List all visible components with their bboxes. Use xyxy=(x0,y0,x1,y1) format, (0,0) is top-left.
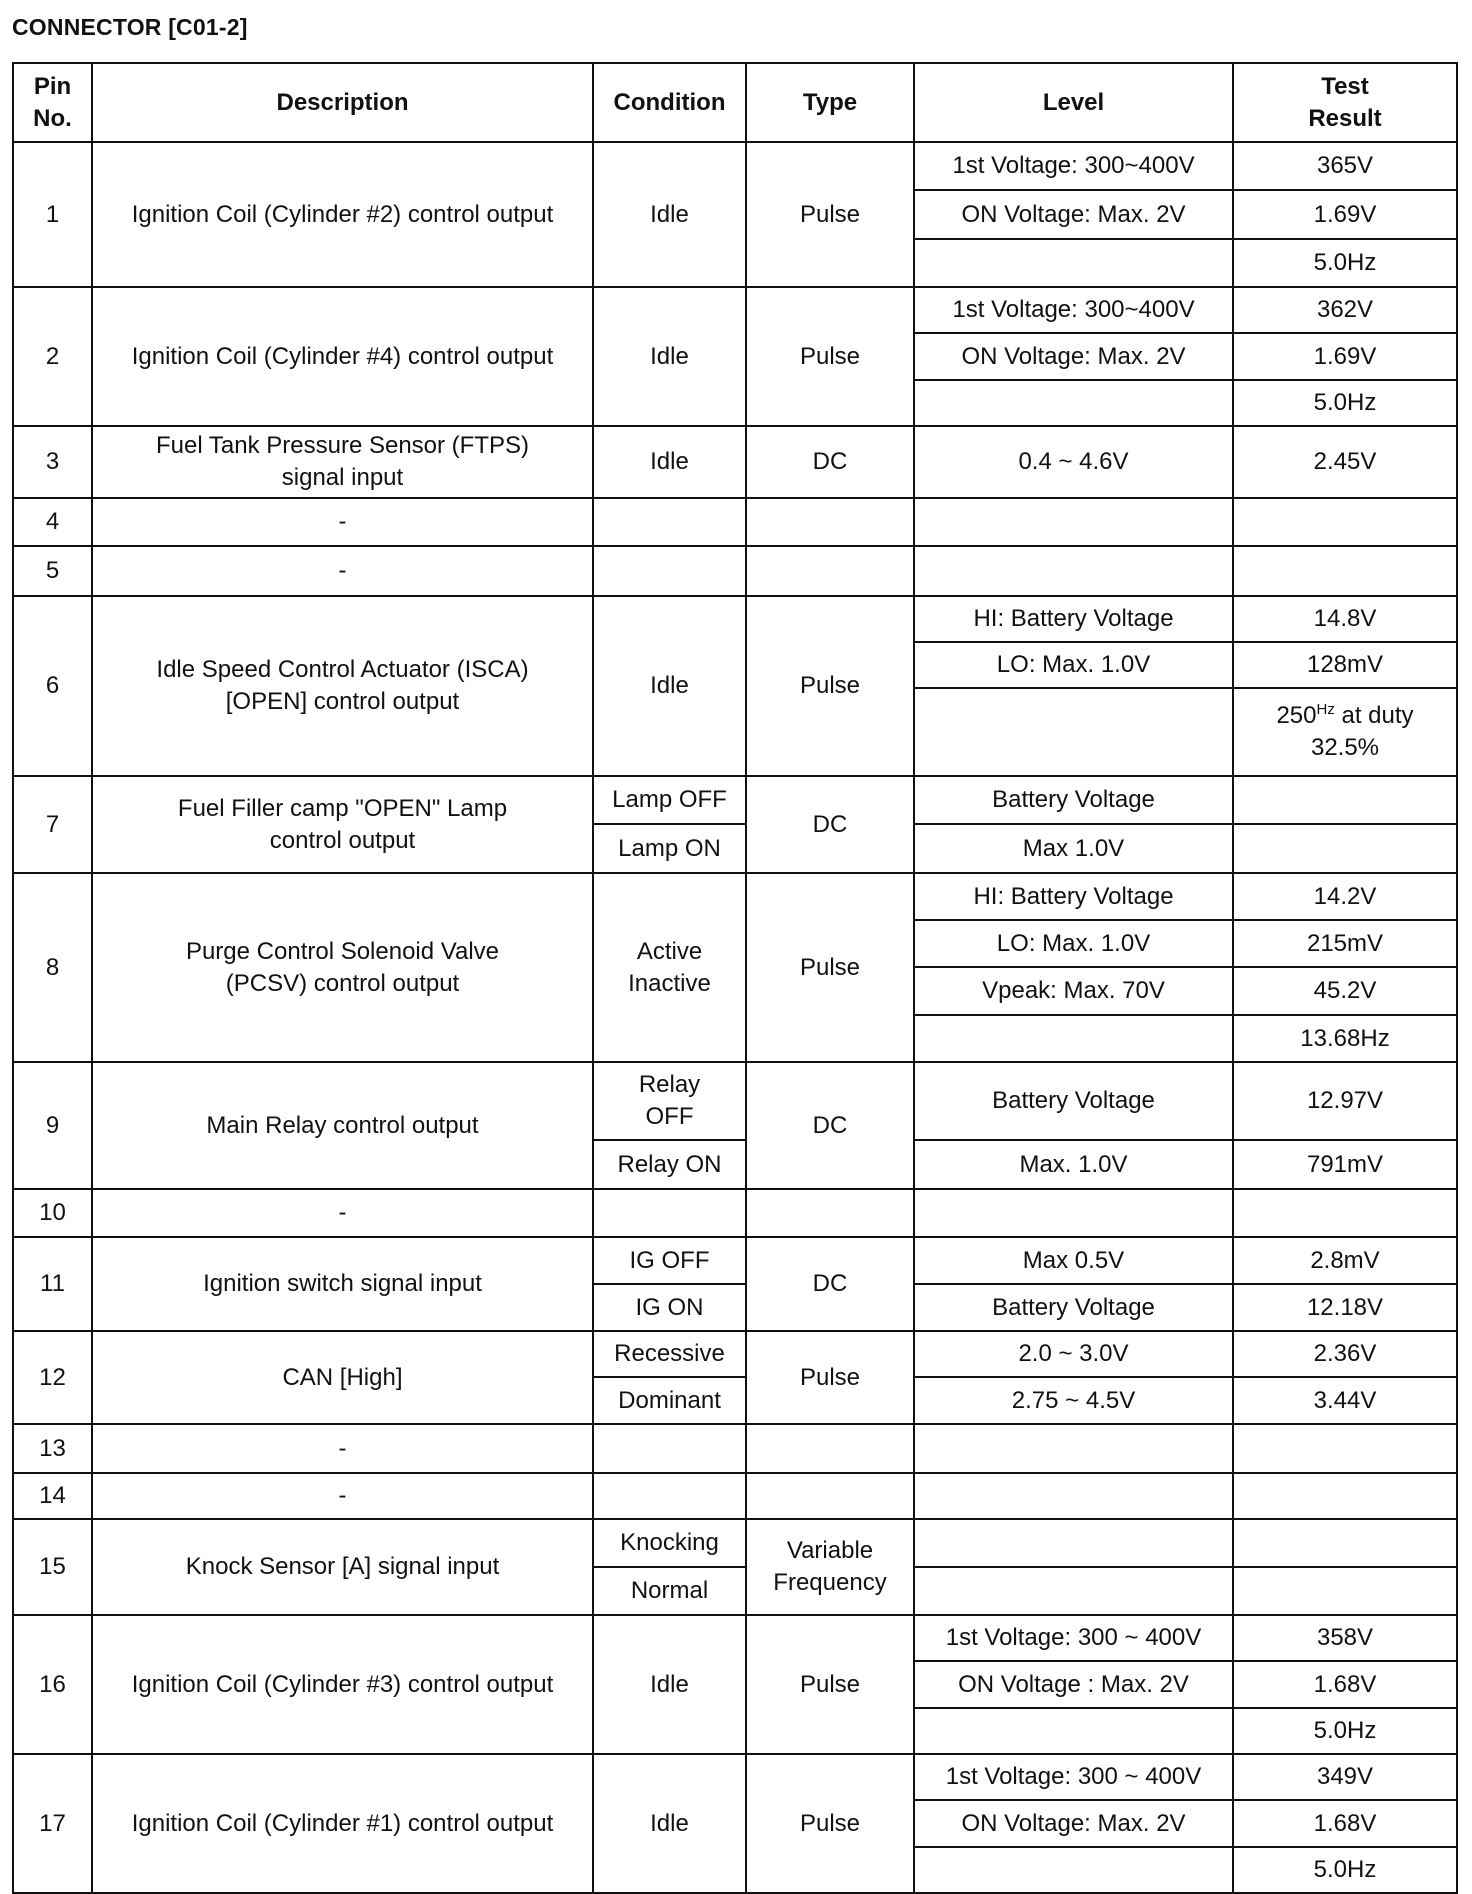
pin-number: 15 xyxy=(13,1519,92,1615)
pin-result: 1.69V xyxy=(1233,333,1457,380)
table-row xyxy=(13,1189,1457,1237)
pin-description: - xyxy=(92,1424,593,1473)
pin-type: Pulse xyxy=(746,1615,914,1754)
pin-condition: Lamp OFF xyxy=(593,776,746,824)
pin-description: - xyxy=(92,1189,593,1237)
pin-number: 6 xyxy=(13,596,92,776)
pin-number: 10 xyxy=(13,1189,92,1237)
pin-condition: Idle xyxy=(593,142,746,287)
pin-type: Pulse xyxy=(746,873,914,1062)
pin-condition: Dominant xyxy=(593,1377,746,1424)
pin-level xyxy=(914,1567,1233,1615)
pin-result: 5.0Hz xyxy=(1233,380,1457,426)
pin-number: 7 xyxy=(13,776,92,873)
pin-description: Ignition switch signal input xyxy=(92,1237,593,1331)
pin-level xyxy=(914,1519,1233,1567)
pin-result: 2.45V xyxy=(1233,426,1457,498)
table-row xyxy=(13,1424,1457,1473)
pin-number: 5 xyxy=(13,546,92,596)
table-row xyxy=(13,287,1457,333)
pin-number: 17 xyxy=(13,1754,92,1893)
pin-number: 4 xyxy=(13,498,92,546)
pin-level: ON Voltage: Max. 2V xyxy=(914,190,1233,239)
pin-result xyxy=(1233,1473,1457,1519)
pin-result: 2.36V xyxy=(1233,1331,1457,1377)
pin-condition: Relay ON xyxy=(593,1140,746,1189)
pin-type xyxy=(746,1424,914,1473)
pin-description: Ignition Coil (Cylinder #4) control output xyxy=(92,287,593,426)
pin-result: 14.8V xyxy=(1233,596,1457,642)
header-test-result: Test Result xyxy=(1233,63,1457,142)
pin-level: ON Voltage: Max. 2V xyxy=(914,333,1233,380)
pin-level xyxy=(914,1847,1233,1893)
pin-level: Battery Voltage xyxy=(914,1284,1233,1331)
pin-level xyxy=(914,688,1233,776)
pin-level: Max. 1.0V xyxy=(914,1140,1233,1189)
table-row xyxy=(13,596,1457,642)
pin-condition: IG ON xyxy=(593,1284,746,1331)
pin-result xyxy=(1233,776,1457,824)
pin-description: Main Relay control output xyxy=(92,1062,593,1189)
table-row xyxy=(13,546,1457,596)
pin-description: Fuel Tank Pressure Sensor (FTPS) signal input xyxy=(92,426,593,498)
pin-condition: Knocking xyxy=(593,1519,746,1567)
table-row xyxy=(13,1754,1457,1800)
pin-type: Pulse xyxy=(746,1331,914,1424)
pin-condition: Idle xyxy=(593,426,746,498)
pin-description: - xyxy=(92,546,593,596)
table-row xyxy=(13,1331,1457,1377)
table-row xyxy=(13,1615,1457,1661)
table-row xyxy=(13,1237,1457,1284)
pin-result: 5.0Hz xyxy=(1233,1708,1457,1754)
pin-condition xyxy=(593,498,746,546)
table-row xyxy=(13,426,1457,498)
table-header-row xyxy=(13,63,1457,142)
pin-result: 215mV xyxy=(1233,920,1457,967)
table-row xyxy=(13,1473,1457,1519)
pin-result: 358V xyxy=(1233,1615,1457,1661)
pin-type xyxy=(746,546,914,596)
pin-description: Ignition Coil (Cylinder #1) control output xyxy=(92,1754,593,1893)
header-type: Type xyxy=(746,63,914,142)
header-description: Description xyxy=(92,63,593,142)
pin-level: Battery Voltage xyxy=(914,1062,1233,1140)
pin-condition: Normal xyxy=(593,1567,746,1615)
pin-result xyxy=(1233,1519,1457,1567)
pin-type: Variable Frequency xyxy=(746,1519,914,1615)
pin-result: 365V xyxy=(1233,142,1457,190)
pin-number: 13 xyxy=(13,1424,92,1473)
pin-result: 2.8mV xyxy=(1233,1237,1457,1284)
pin-result: 13.68Hz xyxy=(1233,1015,1457,1062)
pin-level xyxy=(914,380,1233,426)
pin-result: 1.69V xyxy=(1233,190,1457,239)
pin-description: Fuel Filler camp "OPEN" Lamp control output xyxy=(92,776,593,873)
pin-result: 5.0Hz xyxy=(1233,239,1457,287)
pin-number: 14 xyxy=(13,1473,92,1519)
header-level: Level xyxy=(914,63,1233,142)
pin-description: - xyxy=(92,498,593,546)
pin-number: 9 xyxy=(13,1062,92,1189)
pin-condition xyxy=(593,1473,746,1519)
pin-condition: Idle xyxy=(593,1615,746,1754)
pin-level: ON Voltage: Max. 2V xyxy=(914,1800,1233,1847)
pin-level: 0.4 ~ 4.6V xyxy=(914,426,1233,498)
connector-title: CONNECTOR [C01-2] xyxy=(12,14,248,40)
pin-type xyxy=(746,1189,914,1237)
pin-result xyxy=(1233,498,1457,546)
pin-result: 12.18V xyxy=(1233,1284,1457,1331)
pin-level xyxy=(914,546,1233,596)
pin-condition: Active Inactive xyxy=(593,873,746,1062)
pin-type: Pulse xyxy=(746,287,914,426)
pin-result: 5.0Hz xyxy=(1233,1847,1457,1893)
pin-number: 11 xyxy=(13,1237,92,1331)
pin-level xyxy=(914,1189,1233,1237)
pin-result xyxy=(1233,1424,1457,1473)
pin-number: 1 xyxy=(13,142,92,287)
pin-number: 16 xyxy=(13,1615,92,1754)
pin-level: 1st Voltage: 300 ~ 400V xyxy=(914,1754,1233,1800)
pin-level xyxy=(914,1424,1233,1473)
pin-level: Vpeak: Max. 70V xyxy=(914,967,1233,1015)
pin-level: HI: Battery Voltage xyxy=(914,873,1233,920)
pin-description: Idle Speed Control Actuator (ISCA) [OPEN] control output xyxy=(92,596,593,776)
pin-condition: IG OFF xyxy=(593,1237,746,1284)
pin-condition: Idle xyxy=(593,1754,746,1893)
pin-level: HI: Battery Voltage xyxy=(914,596,1233,642)
pin-type xyxy=(746,1473,914,1519)
pin-result xyxy=(1233,1567,1457,1615)
pin-level: 1st Voltage: 300~400V xyxy=(914,287,1233,333)
pin-level: Max 0.5V xyxy=(914,1237,1233,1284)
table-row xyxy=(13,776,1457,824)
pin-result: 1.68V xyxy=(1233,1661,1457,1708)
pin-result xyxy=(1233,824,1457,873)
pin-level: Max 1.0V xyxy=(914,824,1233,873)
pin-number: 2 xyxy=(13,287,92,426)
header-pin-no: Pin No. xyxy=(13,63,92,142)
header-condition: Condition xyxy=(593,63,746,142)
table-row xyxy=(13,142,1457,190)
pin-level xyxy=(914,1015,1233,1062)
pin-description: Ignition Coil (Cylinder #3) control output xyxy=(92,1615,593,1754)
pin-description: Knock Sensor [A] signal input xyxy=(92,1519,593,1615)
pin-condition xyxy=(593,1424,746,1473)
pin-level xyxy=(914,239,1233,287)
pin-result: 349V xyxy=(1233,1754,1457,1800)
pin-result: 128mV xyxy=(1233,642,1457,688)
pin-level: 2.0 ~ 3.0V xyxy=(914,1331,1233,1377)
pin-description: CAN [High] xyxy=(92,1331,593,1424)
table-row xyxy=(13,498,1457,546)
pin-number: 8 xyxy=(13,873,92,1062)
table-row xyxy=(13,1519,1457,1567)
pin-result: 362V xyxy=(1233,287,1457,333)
pin-type: Pulse xyxy=(746,142,914,287)
pin-type: Pulse xyxy=(746,1754,914,1893)
pin-type: Pulse xyxy=(746,596,914,776)
table-row xyxy=(13,873,1457,920)
pin-level: LO: Max. 1.0V xyxy=(914,920,1233,967)
pin-type xyxy=(746,498,914,546)
pin-number: 12 xyxy=(13,1331,92,1424)
pin-level: 1st Voltage: 300~400V xyxy=(914,142,1233,190)
pin-level: 1st Voltage: 300 ~ 400V xyxy=(914,1615,1233,1661)
pin-result: 1.68V xyxy=(1233,1800,1457,1847)
pin-result: 45.2V xyxy=(1233,967,1457,1015)
pin-type: DC xyxy=(746,776,914,873)
pin-result: 791mV xyxy=(1233,1140,1457,1189)
pin-result xyxy=(1233,1189,1457,1237)
pin-description: Purge Control Solenoid Valve (PCSV) control output xyxy=(92,873,593,1062)
pin-condition xyxy=(593,546,746,596)
pin-condition: Lamp ON xyxy=(593,824,746,873)
pin-level: 2.75 ~ 4.5V xyxy=(914,1377,1233,1424)
pin-type: DC xyxy=(746,426,914,498)
pin-level: ON Voltage : Max. 2V xyxy=(914,1661,1233,1708)
pin-condition: Idle xyxy=(593,287,746,426)
pin-result xyxy=(1233,546,1457,596)
pin-result: 12.97V xyxy=(1233,1062,1457,1140)
connector-pin-table xyxy=(12,62,1458,1894)
pin-type: DC xyxy=(746,1062,914,1189)
pin-condition: Idle xyxy=(593,596,746,776)
table-row xyxy=(13,1062,1457,1140)
pin-level: Battery Voltage xyxy=(914,776,1233,824)
pin-description: - xyxy=(92,1473,593,1519)
pin-type: DC xyxy=(746,1237,914,1331)
pin-level: LO: Max. 1.0V xyxy=(914,642,1233,688)
pin-level xyxy=(914,1708,1233,1754)
pin-level xyxy=(914,1473,1233,1519)
pin-result: 14.2V xyxy=(1233,873,1457,920)
pin-description: Ignition Coil (Cylinder #2) control output xyxy=(92,142,593,287)
pin-result: 3.44V xyxy=(1233,1377,1457,1424)
pin-condition xyxy=(593,1189,746,1237)
pin-number: 3 xyxy=(13,426,92,498)
pin-condition: Relay OFF xyxy=(593,1062,746,1140)
pin-condition: Recessive xyxy=(593,1331,746,1377)
pin-result: $250^{Hz}$ at duty 32.5% xyxy=(1233,688,1457,776)
pin-level xyxy=(914,498,1233,546)
